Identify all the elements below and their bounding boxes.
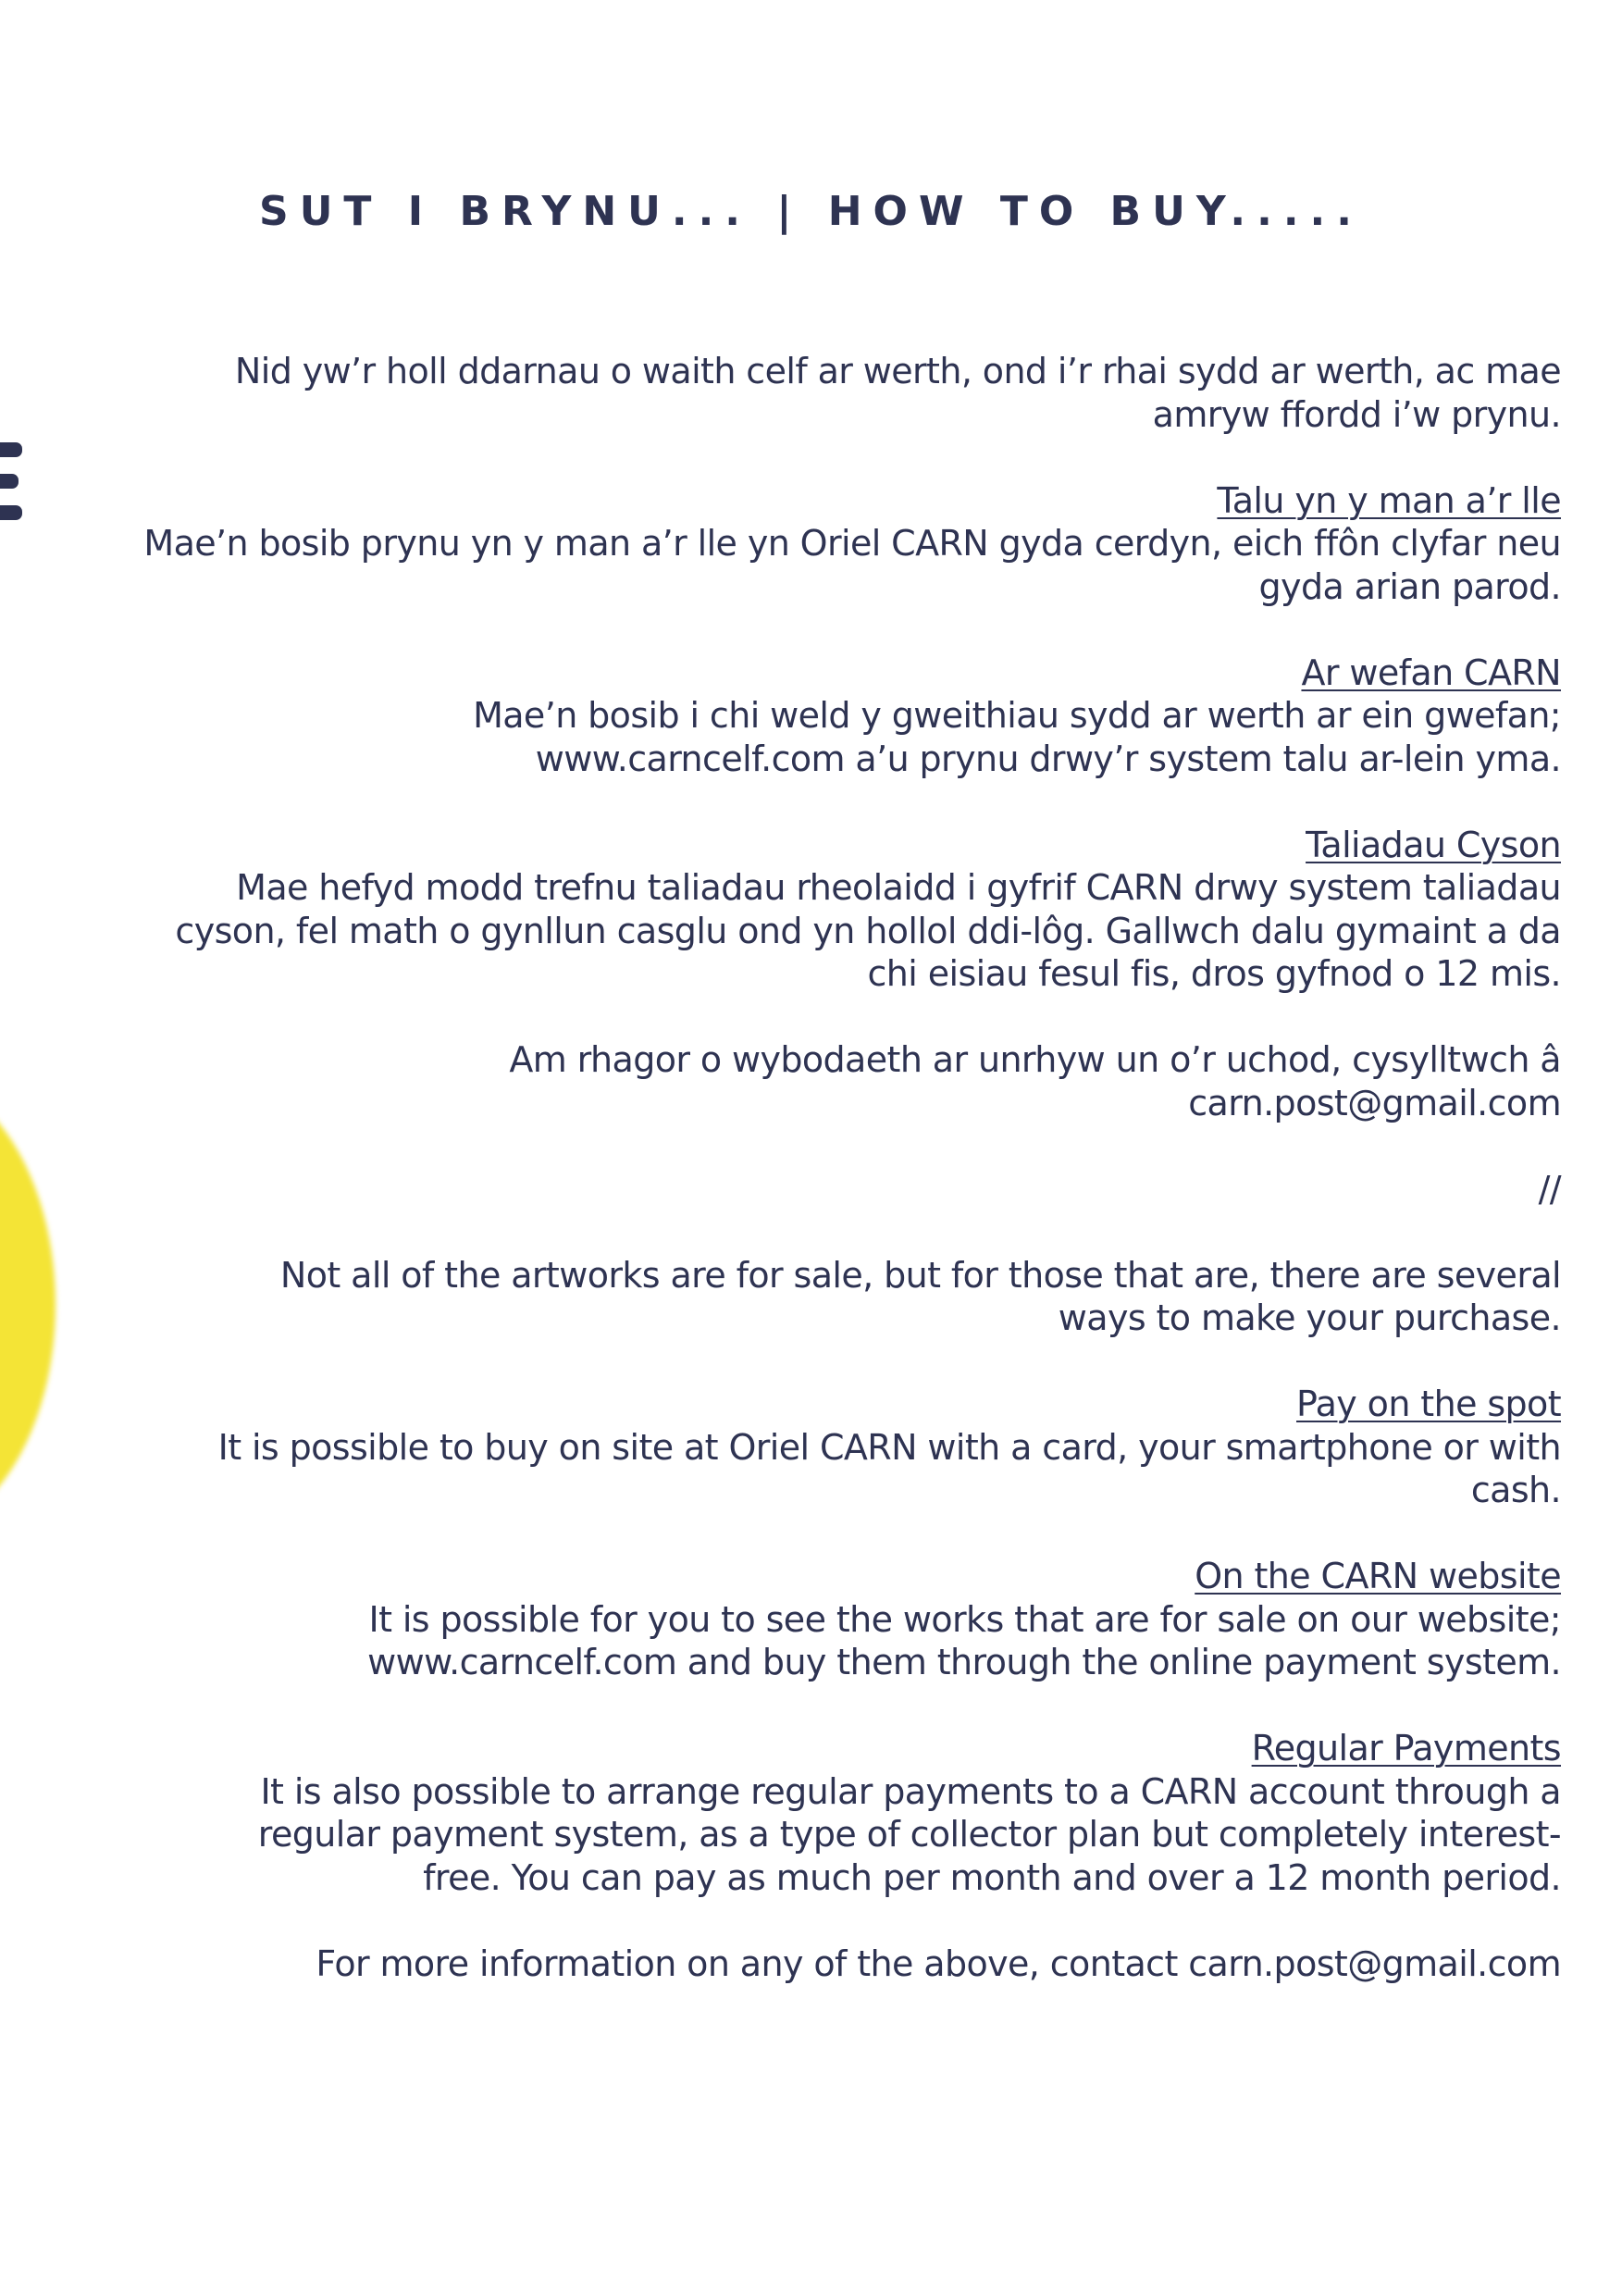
welsh-web-heading: Ar wefan CARN	[1301, 652, 1561, 693]
welsh-pay-section: Talu yn y man a’r lle Mae’n bosib prynu yn y man a’r lle yn Oriel CARN gyda cerdyn, eich ffôn clyfar neu gyda arian parod.	[57, 479, 1561, 609]
english-web-section: On the CARN website It is possible for you to see the works that are for sale on our website; www.carncelf.com and buy them through the online payment system.	[57, 1555, 1561, 1684]
welsh-intro: Nid yw’r holl ddarnau o waith celf ar werth, ond i’r rhai sydd ar werth, ac mae amryw ffordd i’w prynu.	[234, 351, 1561, 435]
english-contact-line[interactable]: For more information on any of the above, contact carn.post@gmail.com	[316, 1942, 1561, 1984]
english-contact	[57, 1942, 1561, 1986]
welsh-contact-email[interactable]: carn.post@gmail.com	[1188, 1082, 1561, 1123]
welsh-pay-heading: Talu yn y man a’r lle	[1217, 479, 1561, 521]
welsh-regular-section: Taliadau Cyson Mae hefyd modd trefnu taliadau rheolaidd i gyfrif CARN drwy system taliadau cyson, fel math o gynllun casglu ond yn hollol ddi-lôg. Gallwch dalu gymaint a da chi eisiau fesul fis, dros gyfnod o 12 mis.	[57, 824, 1561, 996]
english-regular-heading: Regular Payments	[1251, 1728, 1561, 1769]
page-title: SUT I BRYNU... | HOW TO BUY.....	[259, 188, 1363, 235]
welsh-contact: Am rhagor o wybodaeth ar unrhyw un o’r uchod, cysylltwch â carn.post@gmail.com	[509, 1039, 1561, 1123]
purchase-info	[57, 350, 1561, 2029]
welsh-regular-heading: Taliadau Cyson	[1306, 824, 1561, 865]
welsh-web-section: Ar wefan CARN Mae’n bosib i chi weld y gweithiau sydd ar werth ar ein gwefan; www.carncelf.com a’u prynu drwy’r system talu ar-lein yma.	[57, 652, 1561, 781]
language-divider: //	[1538, 1168, 1561, 1210]
english-web-heading: On the CARN website	[1195, 1556, 1561, 1596]
edge-letter-fragment	[0, 442, 26, 520]
english-regular-section: Regular Payments It is also possible to arrange regular payments to a CARN account through a regular payment system, as a type of collector plan but completely interest- free. You can pay as much per month and over a 12 month period.	[57, 1727, 1561, 1899]
yellow-decorative-shape	[0, 1074, 56, 1536]
english-web-link-line[interactable]: www.carncelf.com and buy them through the online payment system.	[367, 1642, 1561, 1682]
english-intro: Not all of the artworks are for sale, but for those that are, there are several ways to make your purchase.	[279, 1254, 1561, 1338]
welsh-web-link-line[interactable]: www.carncelf.com a’u prynu drwy’r system talu ar-lein yma.	[535, 738, 1561, 779]
english-pay-heading: Pay on the spot	[1296, 1384, 1561, 1424]
english-pay-section: Pay on the spot It is possible to buy on site at Oriel CARN with a card, your smartphone or with cash.	[57, 1383, 1561, 1512]
